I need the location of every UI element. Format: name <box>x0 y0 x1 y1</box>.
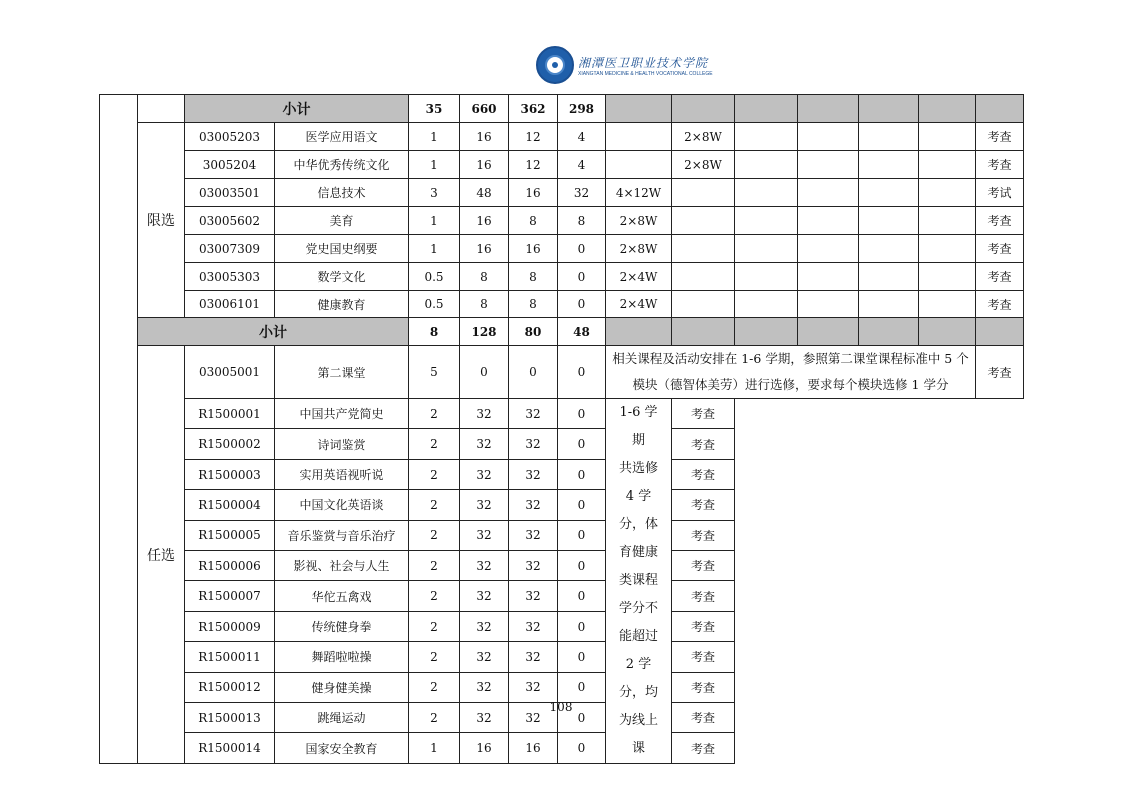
course-code: 3005204 <box>185 151 275 179</box>
semester-1 <box>606 123 672 151</box>
course-name: 美育 <box>275 207 409 235</box>
assessment: 考查 <box>672 703 735 733</box>
assessment: 考查 <box>672 551 735 581</box>
semester-cell <box>735 263 798 291</box>
semester-1: 2×4W <box>606 291 672 318</box>
blank-cell <box>138 95 185 123</box>
table-row <box>100 733 1024 764</box>
semester-cell <box>919 207 976 235</box>
subtotal-hours: 128 <box>460 318 509 346</box>
course-name: 健康教育 <box>275 291 409 318</box>
theory-hours: 12 <box>509 123 558 151</box>
practice-hours: 4 <box>558 151 606 179</box>
semester-cell <box>798 95 859 123</box>
credits: 2 <box>409 429 460 459</box>
elective-category-label: 任选 <box>138 346 185 764</box>
semester-cell <box>735 291 798 318</box>
semester-cell <box>859 179 919 207</box>
course-code: R1500001 <box>185 399 275 429</box>
credits: 3 <box>409 179 460 207</box>
course-name: 健身健美操 <box>275 672 409 702</box>
course-name: 信息技术 <box>275 179 409 207</box>
practice-hours: 0 <box>558 346 606 399</box>
table-row <box>100 672 1024 702</box>
practice-hours: 0 <box>558 235 606 263</box>
semester-cell <box>606 318 672 346</box>
subtotal-theory: 362 <box>509 95 558 123</box>
practice-hours: 4 <box>558 123 606 151</box>
total-hours: 16 <box>460 733 509 764</box>
theory-hours: 32 <box>509 490 558 520</box>
total-hours: 32 <box>460 490 509 520</box>
course-table-body <box>100 95 1024 764</box>
course-name: 舞蹈啦啦操 <box>275 642 409 672</box>
course-code: 03006101 <box>185 291 275 318</box>
credits: 0.5 <box>409 291 460 318</box>
course-code: R1500012 <box>185 672 275 702</box>
course-name: 国家安全教育 <box>275 733 409 764</box>
practice-hours: 0 <box>558 672 606 702</box>
course-name: 实用英语视听说 <box>275 459 409 489</box>
practice-hours: 0 <box>558 399 606 429</box>
subtotal-practice: 298 <box>558 95 606 123</box>
theory-hours: 32 <box>509 429 558 459</box>
table-row <box>100 581 1024 611</box>
course-code: R1500009 <box>185 611 275 641</box>
practice-hours: 0 <box>558 291 606 318</box>
theory-hours: 32 <box>509 459 558 489</box>
credits: 1 <box>409 733 460 764</box>
theory-hours: 8 <box>509 207 558 235</box>
total-hours: 32 <box>460 520 509 550</box>
total-hours: 0 <box>460 346 509 399</box>
practice-hours: 0 <box>558 520 606 550</box>
table-row <box>100 520 1024 550</box>
semester-cell <box>919 179 976 207</box>
assessment: 考查 <box>976 346 1024 399</box>
limited-category-label: 限选 <box>138 123 185 318</box>
total-hours: 32 <box>460 459 509 489</box>
total-hours: 32 <box>460 399 509 429</box>
table-row <box>100 207 1024 235</box>
semester-cell <box>735 235 798 263</box>
semester-cell <box>798 123 859 151</box>
course-code: R1500006 <box>185 551 275 581</box>
practice-hours: 32 <box>558 179 606 207</box>
course-name: 华佗五禽戏 <box>275 581 409 611</box>
theory-hours: 32 <box>509 642 558 672</box>
second-classroom-note: 相关课程及活动安排在 1-6 学期，参照第二课堂课程标准中 5 个模块（德智体美劳）进行选修，要求每个模块选修 1 学分 <box>606 346 976 399</box>
semester-cell <box>606 95 672 123</box>
theory-hours: 32 <box>509 520 558 550</box>
semester-1 <box>606 151 672 179</box>
assessment: 考查 <box>672 429 735 459</box>
course-code: 03007309 <box>185 235 275 263</box>
total-hours: 8 <box>460 263 509 291</box>
semester-cell <box>919 263 976 291</box>
table-row <box>100 611 1024 641</box>
credits: 2 <box>409 459 460 489</box>
semester-cell <box>798 263 859 291</box>
practice-hours: 0 <box>558 459 606 489</box>
total-hours: 32 <box>460 703 509 733</box>
subtotal-practice: 48 <box>558 318 606 346</box>
practice-hours: 0 <box>558 581 606 611</box>
table-row <box>100 151 1024 179</box>
credits: 1 <box>409 151 460 179</box>
theory-hours: 0 <box>509 346 558 399</box>
total-hours: 32 <box>460 581 509 611</box>
table-row <box>100 235 1024 263</box>
course-code: 03005001 <box>185 346 275 399</box>
practice-hours: 0 <box>558 263 606 291</box>
assessment: 考查 <box>672 490 735 520</box>
assessment: 考查 <box>976 291 1024 318</box>
theory-hours: 8 <box>509 291 558 318</box>
college-emblem-icon <box>536 46 574 84</box>
course-code: 03005303 <box>185 263 275 291</box>
theory-hours: 8 <box>509 263 558 291</box>
assessment: 考查 <box>672 733 735 764</box>
total-hours: 48 <box>460 179 509 207</box>
semester-cell <box>798 179 859 207</box>
semester-cell <box>798 151 859 179</box>
semester-cell <box>919 151 976 179</box>
table-row <box>100 429 1024 459</box>
assessment-cell <box>976 318 1024 346</box>
semester-cell <box>919 123 976 151</box>
credits: 2 <box>409 611 460 641</box>
total-hours: 32 <box>460 642 509 672</box>
semester-2 <box>672 207 735 235</box>
assessment-cell <box>976 95 1024 123</box>
subtotal-credits: 8 <box>409 318 460 346</box>
semester-cell <box>798 207 859 235</box>
elective-note-semesters: 1-6 学期 <box>619 405 658 448</box>
subtotal-theory: 80 <box>509 318 558 346</box>
practice-hours: 0 <box>558 642 606 672</box>
semester-2 <box>672 291 735 318</box>
semester-cell <box>798 291 859 318</box>
semester-cell <box>859 151 919 179</box>
table-row <box>100 459 1024 489</box>
theory-hours: 32 <box>509 399 558 429</box>
theory-hours: 16 <box>509 733 558 764</box>
subtotal-hours: 660 <box>460 95 509 123</box>
total-hours: 32 <box>460 429 509 459</box>
course-name: 传统健身拳 <box>275 611 409 641</box>
course-code: R1500011 <box>185 642 275 672</box>
total-hours: 16 <box>460 123 509 151</box>
total-hours: 16 <box>460 151 509 179</box>
semester-cell <box>735 95 798 123</box>
total-hours: 32 <box>460 672 509 702</box>
credits: 1 <box>409 123 460 151</box>
course-name: 党史国史纲要 <box>275 235 409 263</box>
course-code: R1500003 <box>185 459 275 489</box>
practice-hours: 0 <box>558 429 606 459</box>
semester-cell <box>735 207 798 235</box>
total-hours: 16 <box>460 235 509 263</box>
practice-hours: 8 <box>558 207 606 235</box>
course-code: R1500005 <box>185 520 275 550</box>
total-hours: 8 <box>460 291 509 318</box>
total-hours: 32 <box>460 551 509 581</box>
assessment: 考查 <box>672 581 735 611</box>
semester-cell <box>735 318 798 346</box>
course-name: 数学文化 <box>275 263 409 291</box>
assessment: 考试 <box>976 179 1024 207</box>
semester-cell <box>859 318 919 346</box>
credits: 2 <box>409 520 460 550</box>
theory-hours: 32 <box>509 581 558 611</box>
credits: 2 <box>409 551 460 581</box>
semester-1: 2×4W <box>606 263 672 291</box>
theory-hours: 12 <box>509 151 558 179</box>
subtotal-label: 小计 <box>138 318 409 346</box>
semester-cell <box>798 318 859 346</box>
table-row <box>100 551 1024 581</box>
outer-category-cell <box>100 95 138 764</box>
semester-cell <box>672 95 735 123</box>
semester-cell <box>735 151 798 179</box>
semester-cell <box>919 235 976 263</box>
table-row <box>100 291 1024 318</box>
table-row <box>100 399 1024 429</box>
credits: 0.5 <box>409 263 460 291</box>
course-code: R1500014 <box>185 733 275 764</box>
course-name: 音乐鉴赏与音乐治疗 <box>275 520 409 550</box>
semester-cell <box>919 95 976 123</box>
assessment: 考查 <box>672 399 735 429</box>
credits: 5 <box>409 346 460 399</box>
credits: 2 <box>409 399 460 429</box>
assessment: 考查 <box>672 459 735 489</box>
logo-chinese-name: 湘潭医卫职业技术学院 <box>578 56 709 70</box>
course-name: 跳绳运动 <box>275 703 409 733</box>
semester-cell <box>735 123 798 151</box>
theory-hours: 32 <box>509 611 558 641</box>
course-code: R1500004 <box>185 490 275 520</box>
subtotal-row <box>100 318 1024 346</box>
total-hours: 16 <box>460 207 509 235</box>
semester-2 <box>672 263 735 291</box>
table-row <box>100 346 1024 399</box>
assessment: 考查 <box>976 235 1024 263</box>
course-code: 03005203 <box>185 123 275 151</box>
semester-cell <box>919 291 976 318</box>
semester-cell <box>859 95 919 123</box>
course-name: 中国共产党简史 <box>275 399 409 429</box>
table-row <box>100 642 1024 672</box>
assessment: 考查 <box>672 520 735 550</box>
credits: 2 <box>409 703 460 733</box>
semester-cell <box>919 318 976 346</box>
theory-hours: 32 <box>509 672 558 702</box>
course-code: R1500013 <box>185 703 275 733</box>
semester-2: 2×8W <box>672 123 735 151</box>
table-row <box>100 490 1024 520</box>
theory-hours: 32 <box>509 551 558 581</box>
subtotal-label: 小计 <box>185 95 409 123</box>
semester-1: 2×8W <box>606 235 672 263</box>
semester-cell <box>672 318 735 346</box>
course-table <box>99 94 1024 764</box>
assessment: 考查 <box>672 672 735 702</box>
course-name: 中华优秀传统文化 <box>275 151 409 179</box>
practice-hours: 0 <box>558 733 606 764</box>
semester-2 <box>672 235 735 263</box>
semester-1: 4×12W <box>606 179 672 207</box>
credits: 2 <box>409 672 460 702</box>
course-code: R1500002 <box>185 429 275 459</box>
subtotal-row <box>100 95 1024 123</box>
semester-cell <box>859 235 919 263</box>
semester-1: 2×8W <box>606 207 672 235</box>
course-name: 第二课堂 <box>275 346 409 399</box>
course-code: 03003501 <box>185 179 275 207</box>
credits: 2 <box>409 490 460 520</box>
assessment: 考查 <box>672 611 735 641</box>
semester-cell <box>859 207 919 235</box>
theory-hours: 16 <box>509 235 558 263</box>
practice-hours: 0 <box>558 611 606 641</box>
course-name: 诗词鉴赏 <box>275 429 409 459</box>
course-name: 医学应用语文 <box>275 123 409 151</box>
theory-hours: 32 <box>509 703 558 733</box>
semester-cell <box>735 179 798 207</box>
assessment: 考查 <box>976 123 1024 151</box>
semester-cell <box>859 263 919 291</box>
subtotal-credits: 35 <box>409 95 460 123</box>
credits: 1 <box>409 235 460 263</box>
credits: 1 <box>409 207 460 235</box>
practice-hours: 0 <box>558 551 606 581</box>
logo-english-name: XIANGTAN MEDICINE & HEALTH VOCATIONAL COLLEGE <box>578 71 713 77</box>
table-row <box>100 263 1024 291</box>
semester-2 <box>672 179 735 207</box>
credits: 2 <box>409 642 460 672</box>
credits: 2 <box>409 581 460 611</box>
elective-note-requirement: 共选修 4 学分，体育健康类课程学分不能超过 2 学分，均为线上课 <box>618 461 658 756</box>
page-number: 108 <box>549 700 573 714</box>
college-logo <box>536 46 713 88</box>
semester-cell <box>859 291 919 318</box>
course-name: 中国文化英语谈 <box>275 490 409 520</box>
course-name: 影视、社会与人生 <box>275 551 409 581</box>
practice-hours: 0 <box>558 490 606 520</box>
table-row <box>100 179 1024 207</box>
assessment: 考查 <box>976 263 1024 291</box>
course-code: 03005602 <box>185 207 275 235</box>
assessment: 考查 <box>672 642 735 672</box>
assessment: 考查 <box>976 207 1024 235</box>
assessment: 考查 <box>976 151 1024 179</box>
theory-hours: 16 <box>509 179 558 207</box>
semester-2: 2×8W <box>672 151 735 179</box>
semester-cell <box>798 235 859 263</box>
semester-cell <box>859 123 919 151</box>
practice-hours: 0 <box>558 703 606 733</box>
total-hours: 32 <box>460 611 509 641</box>
table-row <box>100 123 1024 151</box>
course-code: R1500007 <box>185 581 275 611</box>
